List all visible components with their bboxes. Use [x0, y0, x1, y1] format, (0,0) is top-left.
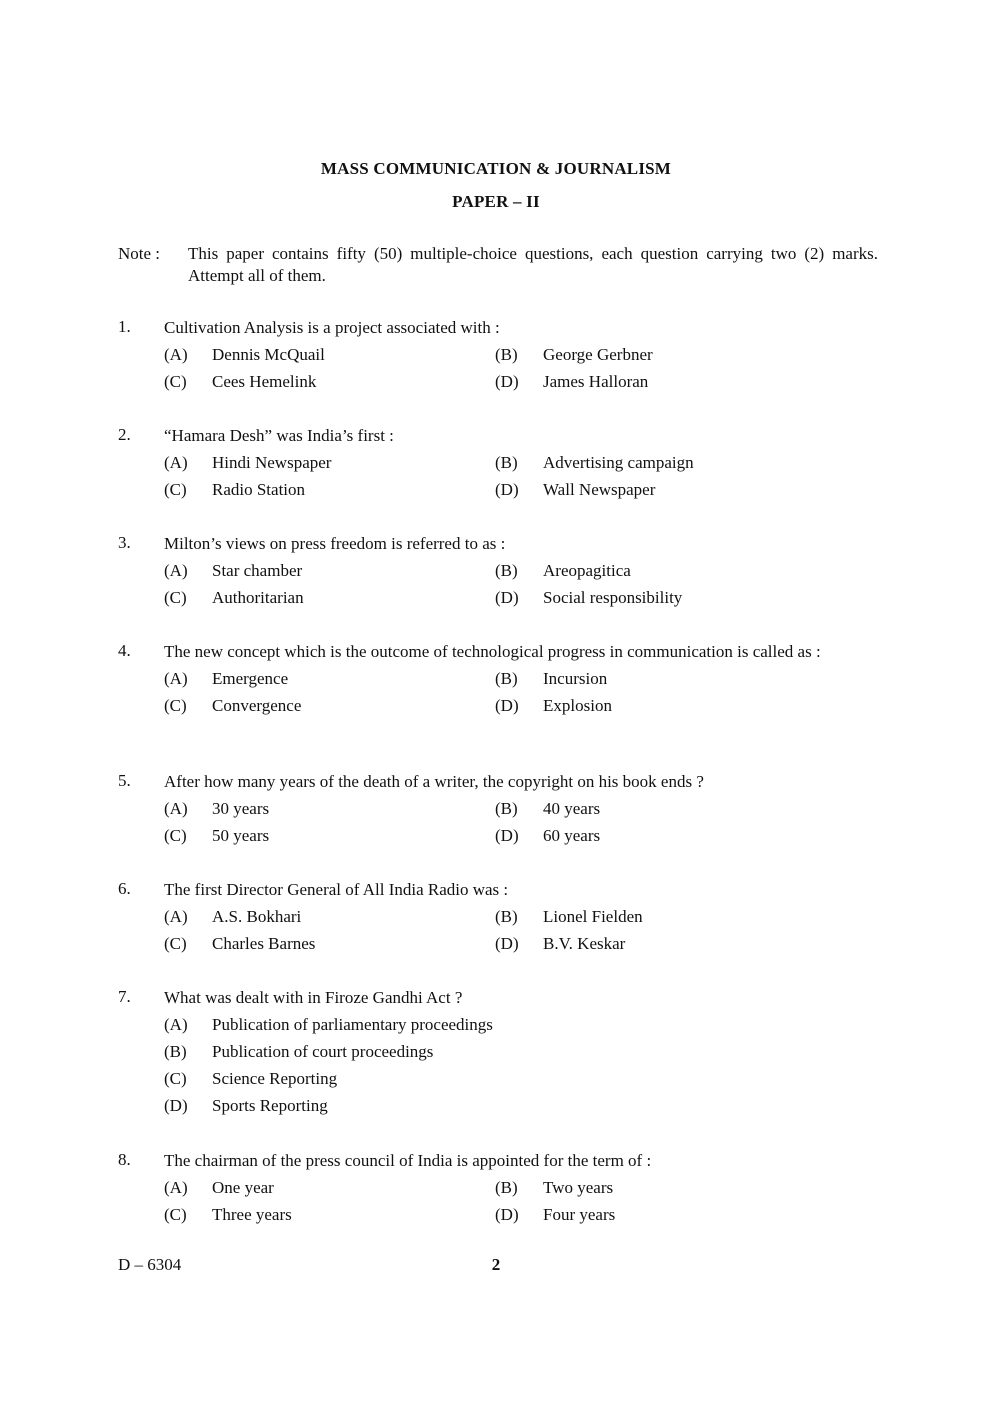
question-1: [118, 317, 878, 393]
option-label: (A): [164, 1015, 188, 1034]
option-c: [164, 479, 495, 501]
option-label: (A): [164, 799, 188, 818]
option-c: [164, 371, 495, 393]
option-label: (D): [495, 588, 519, 607]
options-grid: [164, 906, 878, 955]
option-text: A.S. Bokhari: [212, 907, 302, 926]
option-text: Convergence: [212, 696, 302, 715]
option-d: [495, 371, 775, 393]
options-grid: [164, 798, 878, 847]
option-text: 40 years: [543, 799, 601, 818]
option-c: [164, 933, 495, 955]
option-c: [164, 1204, 495, 1226]
option-text: Three years: [212, 1205, 292, 1224]
question-2: [118, 425, 878, 501]
option-text: B.V. Keskar: [543, 934, 626, 953]
option-b: [495, 344, 775, 366]
question-text: What was dealt with in Firoze Gandhi Act ?: [164, 988, 463, 1007]
option-label: (A): [164, 1178, 188, 1197]
option-d: [495, 695, 775, 717]
option-label: (D): [495, 696, 519, 715]
question-text: Cultivation Analysis is a project associated with :: [164, 318, 500, 337]
option-label: (A): [164, 561, 188, 580]
option-label: (B): [164, 1042, 187, 1061]
option-label: (B): [495, 907, 518, 926]
option-text: Star chamber: [212, 561, 303, 580]
option-b: [495, 560, 775, 582]
question-8: [118, 1150, 878, 1226]
option-b: [495, 1177, 775, 1199]
option-text: Science Reporting: [212, 1069, 338, 1088]
options-grid: [164, 344, 878, 393]
option-text: Cees Hemelink: [212, 372, 317, 391]
question-3: [118, 533, 878, 609]
paper-subject-title: MASS COMMUNICATION & JOURNALISM: [320, 159, 672, 178]
options-list: [164, 1014, 878, 1117]
option-text: Dennis McQuail: [212, 345, 325, 364]
option-d: [164, 1095, 775, 1117]
option-label: (C): [164, 934, 187, 953]
option-text: Authoritarian: [212, 588, 304, 607]
options-grid: [164, 560, 878, 609]
question-text: After how many years of the death of a writer, the copyright on his book ends ?: [164, 772, 704, 791]
option-text: One year: [212, 1178, 274, 1197]
option-label: (B): [495, 1178, 518, 1197]
option-label: (C): [164, 480, 187, 499]
option-label: (C): [164, 826, 187, 845]
option-a: [164, 906, 495, 928]
option-label: (D): [495, 934, 519, 953]
options-grid: [164, 668, 878, 717]
option-text: Advertising campaign: [543, 453, 694, 472]
option-text: 50 years: [212, 826, 270, 845]
option-b: [164, 1041, 775, 1063]
option-d: [495, 479, 775, 501]
option-text: Radio Station: [212, 480, 306, 499]
option-text: James Halloran: [543, 372, 649, 391]
option-label: (B): [495, 345, 518, 364]
option-a: [164, 1014, 775, 1036]
options-grid: [164, 1177, 878, 1226]
option-label: (D): [495, 480, 519, 499]
option-label: (A): [164, 907, 188, 926]
question-number: 6.: [118, 879, 131, 898]
option-label: (A): [164, 345, 188, 364]
option-text: Publication of parliamentary proceedings: [212, 1015, 493, 1034]
option-label: (A): [164, 669, 188, 688]
question-7: [118, 987, 878, 1117]
option-text: George Gerbner: [543, 345, 653, 364]
question-4: [118, 641, 878, 717]
option-b: [495, 798, 775, 820]
option-text: 30 years: [212, 799, 270, 818]
option-text: Sports Reporting: [212, 1096, 328, 1115]
question-number: 3.: [118, 533, 131, 552]
paper-number-title: PAPER – II: [452, 192, 540, 211]
question-number: 1.: [118, 317, 131, 336]
option-c: [164, 695, 495, 717]
option-label: (D): [495, 372, 519, 391]
option-text: Publication of court proceedings: [212, 1042, 434, 1061]
option-label: (C): [164, 588, 187, 607]
option-d: [495, 1204, 775, 1226]
option-label: (C): [164, 372, 187, 391]
option-d: [495, 825, 775, 847]
option-label: (D): [164, 1096, 188, 1115]
option-text: Hindi Newspaper: [212, 453, 332, 472]
question-number: 7.: [118, 987, 131, 1006]
option-c: [164, 825, 495, 847]
options-grid: [164, 452, 878, 501]
question-6: [118, 879, 878, 955]
option-c: [164, 587, 495, 609]
option-text: Four years: [543, 1205, 616, 1224]
option-text: Lionel Fielden: [543, 907, 643, 926]
question-text: Milton’s views on press freedom is referred to as :: [164, 534, 506, 553]
option-label: (B): [495, 453, 518, 472]
option-text: Emergence: [212, 669, 289, 688]
option-label: (A): [164, 453, 188, 472]
question-text: The first Director General of All India Radio was :: [164, 880, 509, 899]
note-text: This paper contains fifty (50) multiple-choice questions, each question carrying two (2) marks. Attempt all of them.: [188, 244, 878, 285]
option-d: [495, 587, 775, 609]
option-text: Explosion: [543, 696, 612, 715]
option-text: Incursion: [543, 669, 608, 688]
option-text: 60 years: [543, 826, 601, 845]
option-b: [495, 906, 775, 928]
question-5: [118, 771, 878, 847]
question-text: The chairman of the press council of India is appointed for the term of :: [164, 1151, 652, 1170]
option-text: Social responsibility: [543, 588, 683, 607]
option-a: [164, 798, 495, 820]
option-b: [495, 668, 775, 690]
question-text: “Hamara Desh” was India’s first :: [164, 426, 394, 445]
option-label: (B): [495, 799, 518, 818]
option-text: Areopagitica: [543, 561, 631, 580]
note-label: Note :: [118, 244, 161, 263]
option-label: (B): [495, 669, 518, 688]
option-label: (C): [164, 1205, 187, 1224]
question-number: 4.: [118, 641, 131, 660]
option-a: [164, 452, 495, 474]
option-text: Wall Newspaper: [543, 480, 656, 499]
question-number: 2.: [118, 425, 131, 444]
option-label: (C): [164, 1069, 187, 1088]
option-text: Charles Barnes: [212, 934, 316, 953]
option-text: Two years: [543, 1178, 614, 1197]
page-number: 2: [491, 1255, 501, 1274]
option-c: [164, 1068, 775, 1090]
option-a: [164, 344, 495, 366]
option-a: [164, 668, 495, 690]
question-number: 8.: [118, 1150, 131, 1169]
option-label: (B): [495, 561, 518, 580]
paper-code: D – 6304: [118, 1255, 182, 1274]
option-b: [495, 452, 775, 474]
option-a: [164, 560, 495, 582]
option-label: (C): [164, 696, 187, 715]
instructions-note: [118, 243, 878, 287]
question-number: 5.: [118, 771, 131, 790]
option-d: [495, 933, 775, 955]
question-text: The new concept which is the outcome of technological progress in communication is called as :: [164, 642, 821, 661]
option-label: (D): [495, 1205, 519, 1224]
option-a: [164, 1177, 495, 1199]
option-label: (D): [495, 826, 519, 845]
